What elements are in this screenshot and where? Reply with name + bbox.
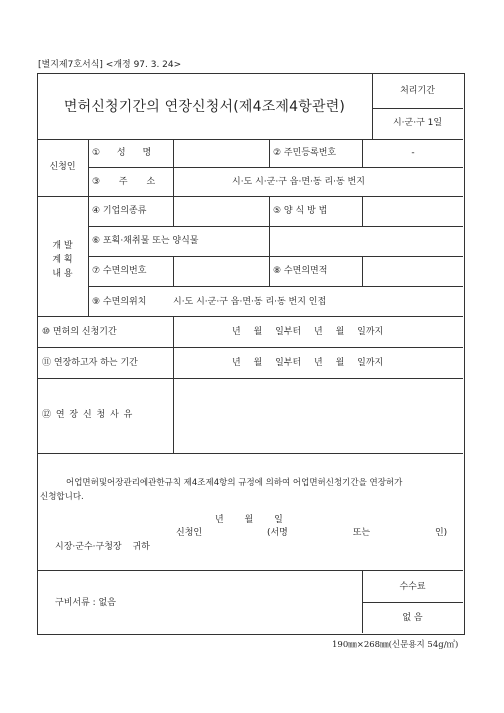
extension-reason-field[interactable] xyxy=(174,379,462,452)
line-applicant-mid xyxy=(88,167,463,168)
extension-reason-label: ⑫ 연 장 신 청 사 유 xyxy=(42,410,133,420)
processing-value: 시·군·구 1일 xyxy=(392,118,443,128)
processing-label: 처리기간 xyxy=(400,86,435,96)
license-period-label: ⑩ 면허의 신청기간 xyxy=(42,327,117,337)
water-number-field[interactable] xyxy=(174,257,268,285)
extend-period-field[interactable]: 년 월 일부터 년 월 일까지 xyxy=(232,358,384,368)
species-field[interactable] xyxy=(270,227,462,255)
fishery-type-label: ④ 기업의종류 xyxy=(92,206,147,216)
water-area-label: ⑧ 수면의면적 xyxy=(273,266,328,276)
name-field[interactable] xyxy=(174,140,268,166)
applicant-section-divider xyxy=(88,139,89,196)
line-plan-bottom xyxy=(37,316,463,317)
fee-mid-line xyxy=(362,602,463,603)
page-title: 면허신청기간의 연장신청서(제4조제4항관련) xyxy=(63,99,346,115)
fee-label: 수수료 xyxy=(399,582,426,592)
addressee: 시장·군수·구청장 귀하 xyxy=(55,542,150,552)
address-field[interactable]: 시·도 시·군·구 읍·면·동 리·동 번지 xyxy=(232,177,365,187)
declaration-text-1: 어업면허및어장관리에관한규칙 제4조제4항의 규정에 의하여 어업면허신청기간을 연장허가 xyxy=(66,478,403,488)
form-number: [별지제7호서식] <개정 97. 3. 24> xyxy=(38,60,182,70)
processing-divider xyxy=(372,108,463,109)
line-footer-top xyxy=(37,570,463,571)
line-reason-bottom xyxy=(37,453,463,454)
water-number-label: ⑦ 수면의번호 xyxy=(92,266,147,276)
id-label: ② 주민등록번호 xyxy=(273,148,337,158)
declaration-text-2: 신청합니다. xyxy=(40,492,84,502)
name-label: ① 성 명 xyxy=(92,148,152,158)
water-area-field[interactable] xyxy=(363,257,462,285)
water-location-label: ⑨ 수면의위치 xyxy=(92,297,147,307)
applicant-section-label: 신청인 xyxy=(49,162,76,172)
title-divider xyxy=(372,73,373,139)
culture-method-field[interactable] xyxy=(363,197,462,225)
application-date[interactable]: 년 월 일 xyxy=(215,515,283,525)
license-period-field[interactable]: 년 월 일부터 년 월 일까지 xyxy=(232,327,384,337)
fishery-type-field[interactable] xyxy=(174,197,268,225)
water-location-field[interactable]: 시·도 시·군·구 읍·면·동 리·동 번지 인접 xyxy=(173,297,327,307)
plan-section-label-1: 개 발 xyxy=(52,241,73,251)
name-id-divider xyxy=(269,139,270,167)
paper-spec: 190㎜×268㎜(신문용지 54g/㎡) xyxy=(332,640,459,650)
addr-value-divider xyxy=(173,167,174,196)
plan-section-label-3: 내 용 xyxy=(52,269,73,279)
fee-value: 없 음 xyxy=(402,613,423,623)
required-documents: 구비서류 : 없음 xyxy=(55,598,116,608)
line-period-1 xyxy=(37,347,463,348)
extend-period-label: ⑪ 연장하고자 하는 기간 xyxy=(42,358,138,368)
culture-method-label: ⑤ 양 식 방 법 xyxy=(273,206,328,216)
id-field[interactable]: - xyxy=(411,148,415,158)
address-label: ③ 주 소 xyxy=(92,177,156,187)
applicant-signature[interactable]: 신청인 (서명 또는 인) xyxy=(176,528,448,538)
species-label: ⑥ 포획·채취물 또는 양식물 xyxy=(92,236,199,246)
line-plan-3 xyxy=(88,286,463,287)
plan-section-label-2: 계 획 xyxy=(52,255,73,265)
